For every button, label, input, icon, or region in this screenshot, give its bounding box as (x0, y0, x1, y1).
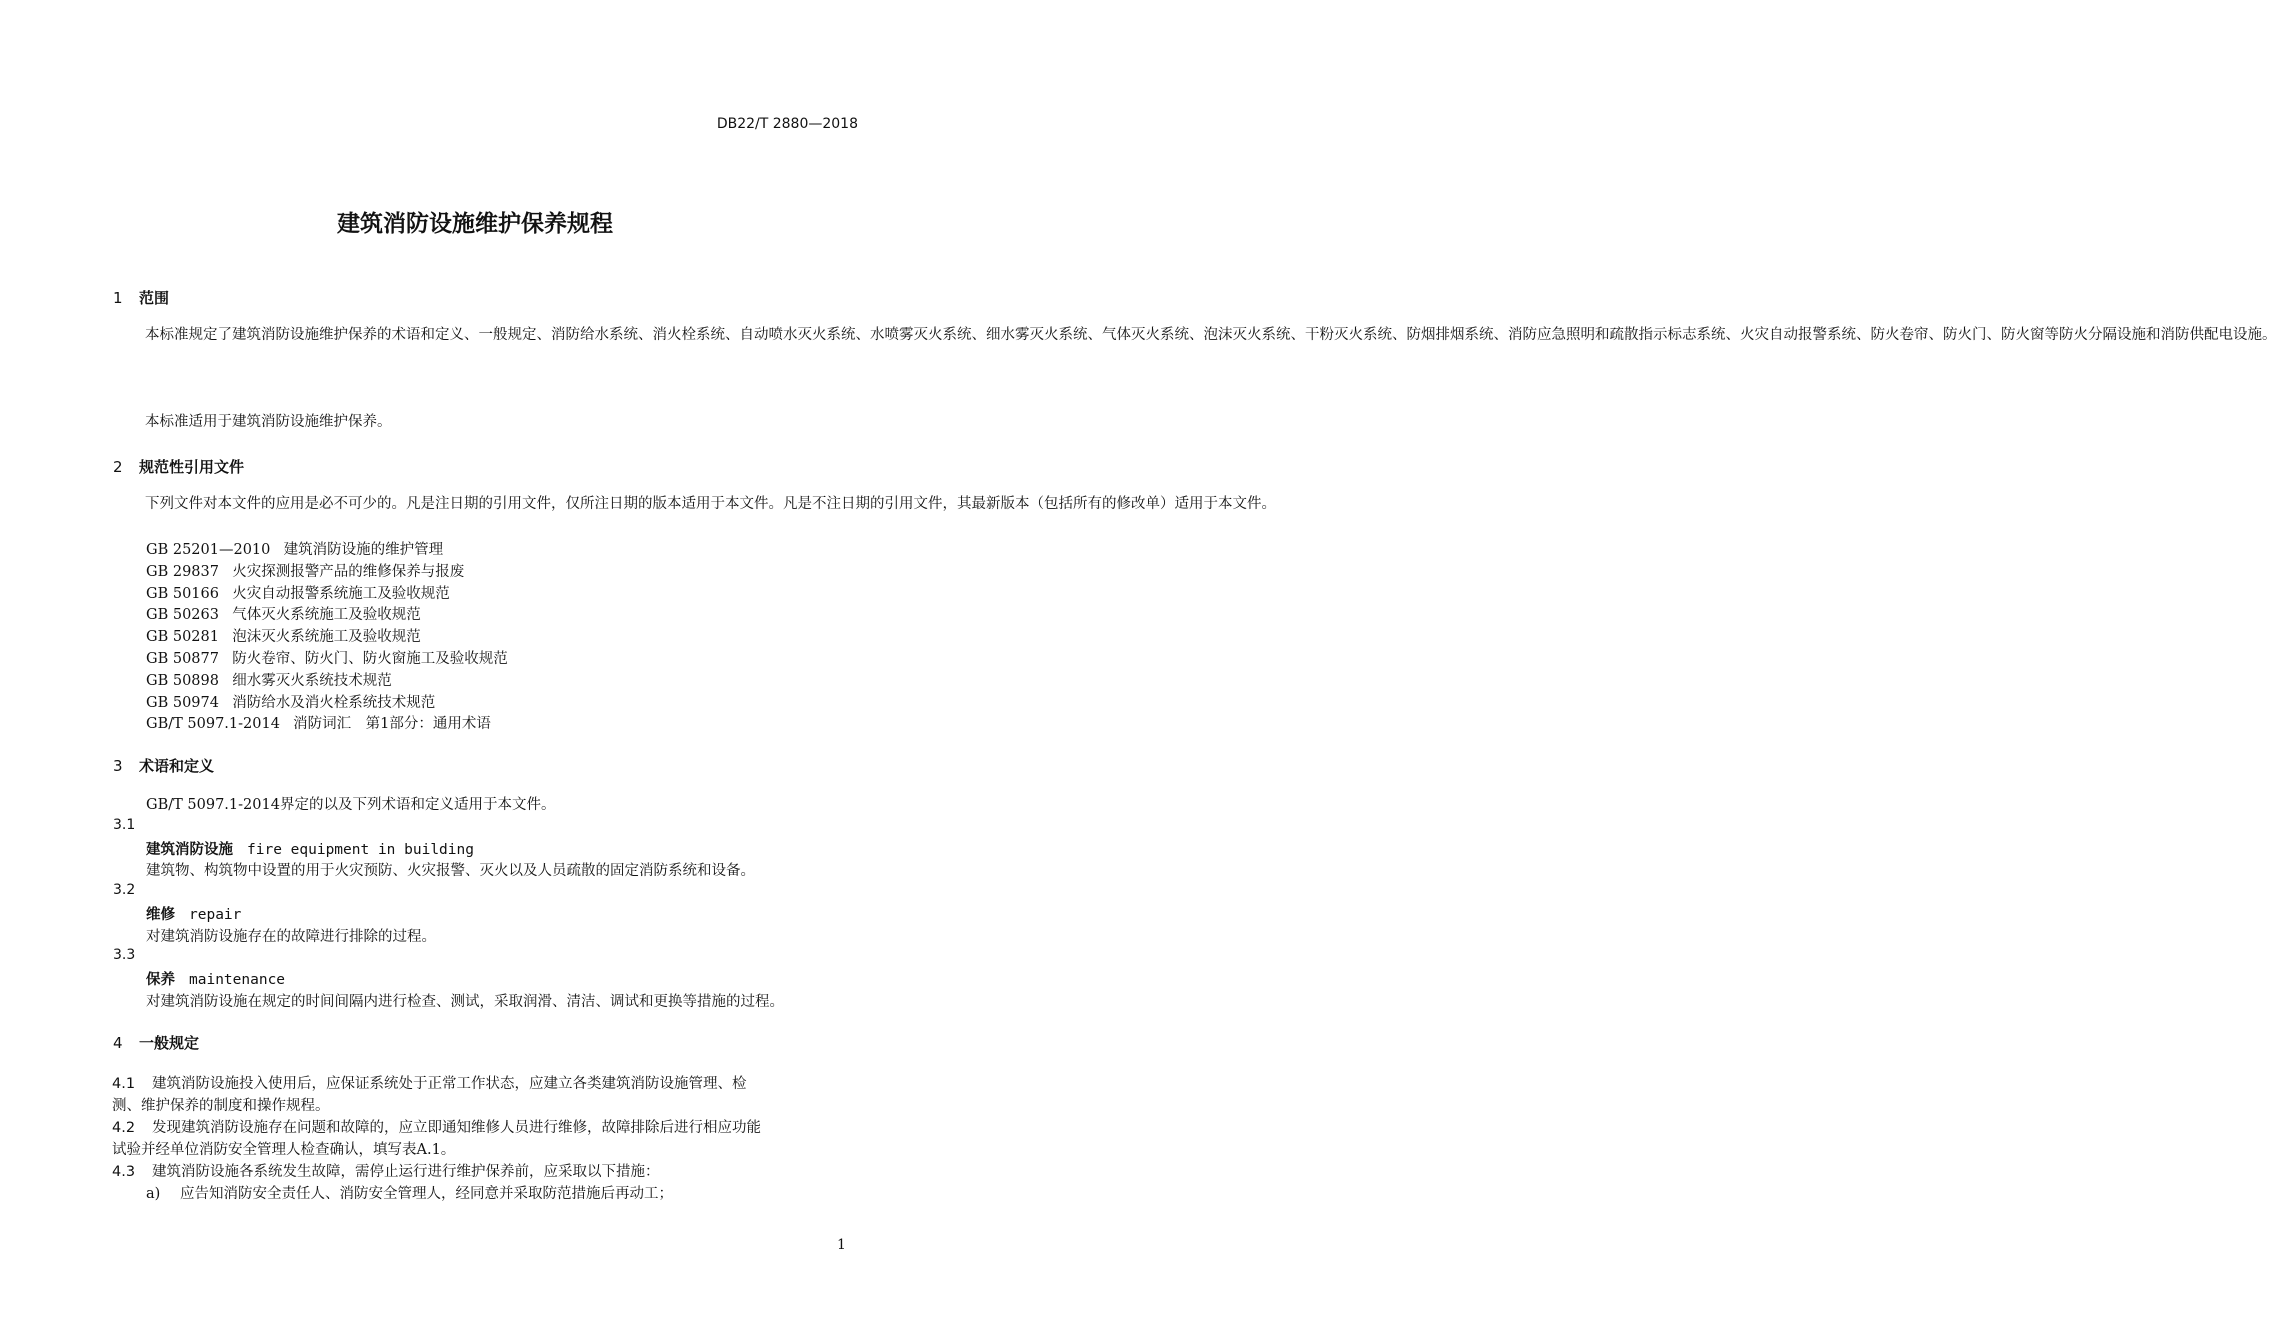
term-heading (146, 903, 241, 924)
section-2-intro-paragraph: 下列文件对本文件的应用是必不可少的。凡是注日期的引用文件，仅所注日期的版本适用于本文件。凡是不注日期的引用文件，其最新版本（包括所有的修改单）适用于本文件。 (145, 496, 1276, 512)
clause-4-2-line-2: 试验并经单位消防安全管理人检查确认，填写表A.1。 (112, 1142, 456, 1158)
clause-4-2-line-1 (112, 1116, 761, 1137)
term-number: 3.2 (113, 882, 136, 898)
document-title: 建筑消防设施维护保养规程 (337, 210, 613, 237)
reference-title: 火灾自动报警系统施工及验收规范 (232, 586, 450, 602)
document-code: DB22/T 2880—2018 (716, 116, 858, 132)
term-english-name: repair (189, 907, 242, 923)
term-definition: 建筑物、构筑物中设置的用于火灾预防、火灾报警、灭火以及人员疏散的固定消防系统和设备。 (146, 863, 755, 879)
section-2-number: 2 (113, 458, 123, 476)
clause-text: 发现建筑消防设施存在问题和故障的，应立即通知维修人员进行维修，故障排除后进行相应功能 (152, 1120, 761, 1136)
clause-text: 建筑消防设施各系统发生故障，需停止运行进行维护保养前，应采取以下措施： (152, 1164, 660, 1180)
clause-4-3-line-1 (112, 1160, 660, 1181)
term-english-name: maintenance (189, 972, 286, 988)
reference-code: GB 50974 (146, 695, 219, 711)
list-item-text: 应告知消防安全责任人、消防安全管理人，经同意并采取防范措施后再动工； (180, 1186, 673, 1202)
section-1-heading (113, 287, 169, 308)
list-item-label: a) (146, 1186, 161, 1202)
term-definition: 对建筑消防设施存在的故障进行排除的过程。 (146, 929, 436, 945)
section-4-title: 一般规定 (139, 1034, 200, 1052)
term-number: 3.1 (113, 817, 136, 833)
term-chinese-name: 维修 (146, 907, 175, 923)
section-4-number: 4 (113, 1034, 123, 1052)
clause-text: 建筑消防设施投入使用后，应保证系统处于正常工作状态，应建立各类建筑消防设施管理、检 (152, 1076, 747, 1092)
section-3-title: 术语和定义 (139, 757, 215, 775)
reference-title: 气体灭火系统施工及验收规范 (232, 607, 421, 623)
reference-title: 防火卷帘、防火门、防火窗施工及验收规范 (232, 651, 508, 667)
reference-item (146, 691, 435, 712)
clause-number: 4.3 (112, 1164, 136, 1180)
section-3-heading (113, 755, 214, 776)
term-number: 3.3 (113, 947, 136, 963)
list-item-a (146, 1182, 673, 1203)
term-english-name: fire equipment in building (247, 842, 474, 858)
reference-code: GB 50281 (146, 629, 219, 645)
reference-code: GB 25201—2010 (146, 542, 271, 558)
page-number: 1 (837, 1237, 846, 1253)
term-heading (146, 968, 285, 989)
clause-4-1-line-2: 测、维护保养的制度和操作规程。 (112, 1098, 330, 1114)
reference-code: GB 50166 (146, 586, 219, 602)
term-heading (146, 838, 474, 859)
section-2-title: 规范性引用文件 (139, 458, 245, 476)
reference-title: 泡沫灭火系统施工及验收规范 (232, 629, 421, 645)
reference-title: 消防词汇 第1部分：通用术语 (293, 716, 491, 732)
reference-code: GB 50263 (146, 607, 219, 623)
reference-title: 细水雾灭火系统技术规范 (232, 673, 392, 689)
reference-title: 火灾探测报警产品的维修保养与报废 (232, 564, 465, 580)
reference-code: GB 50898 (146, 673, 219, 689)
reference-item (146, 538, 443, 559)
section-1-scope-paragraph: 本标准规定了建筑消防设施维护保养的术语和定义、一般规定、消防给水系统、消火栓系统、自动喷水灭火系统、水喷雾灭火系统、细水雾灭火系统、气体灭火系统、泡沫灭火系统、干粉灭火系统、防烟排烟系统、消防应急照明和疏散指示标志系统、火灾自动报警系统、防火卷帘、防火门、防火窗等防火分隔设施和消防供配电设施。 (145, 327, 2277, 343)
section-1-number: 1 (113, 289, 123, 307)
reference-code: GB 29837 (146, 564, 219, 580)
clause-number: 4.2 (112, 1120, 136, 1136)
reference-title: 建筑消防设施的维护管理 (283, 542, 444, 558)
section-4-heading (113, 1032, 199, 1053)
reference-item (146, 603, 421, 624)
reference-title: 消防给水及消火栓系统技术规范 (232, 695, 436, 711)
term-chinese-name: 保养 (146, 972, 175, 988)
section-3-intro-paragraph: GB/T 5097.1-2014界定的以及下列术语和定义适用于本文件。 (146, 797, 556, 813)
section-1-title: 范围 (139, 289, 170, 307)
reference-item (146, 560, 464, 581)
reference-code: GB 50877 (146, 651, 219, 667)
term-definition: 对建筑消防设施在规定的时间间隔内进行检查、测试，采取润滑、清洁、调试和更换等措施的过程。 (146, 994, 784, 1010)
section-1-applicability-paragraph: 本标准适用于建筑消防设施维护保养。 (145, 414, 392, 430)
section-2-heading (113, 456, 244, 477)
reference-code: GB/T 5097.1-2014 (146, 716, 280, 732)
clause-number: 4.1 (112, 1076, 136, 1092)
reference-item (146, 669, 392, 690)
term-chinese-name: 建筑消防设施 (146, 842, 233, 858)
reference-item (146, 712, 491, 733)
reference-item (146, 647, 508, 668)
section-3-number: 3 (113, 757, 123, 775)
reference-item (146, 582, 450, 603)
clause-4-1-line-1 (112, 1072, 747, 1093)
reference-item (146, 625, 421, 646)
